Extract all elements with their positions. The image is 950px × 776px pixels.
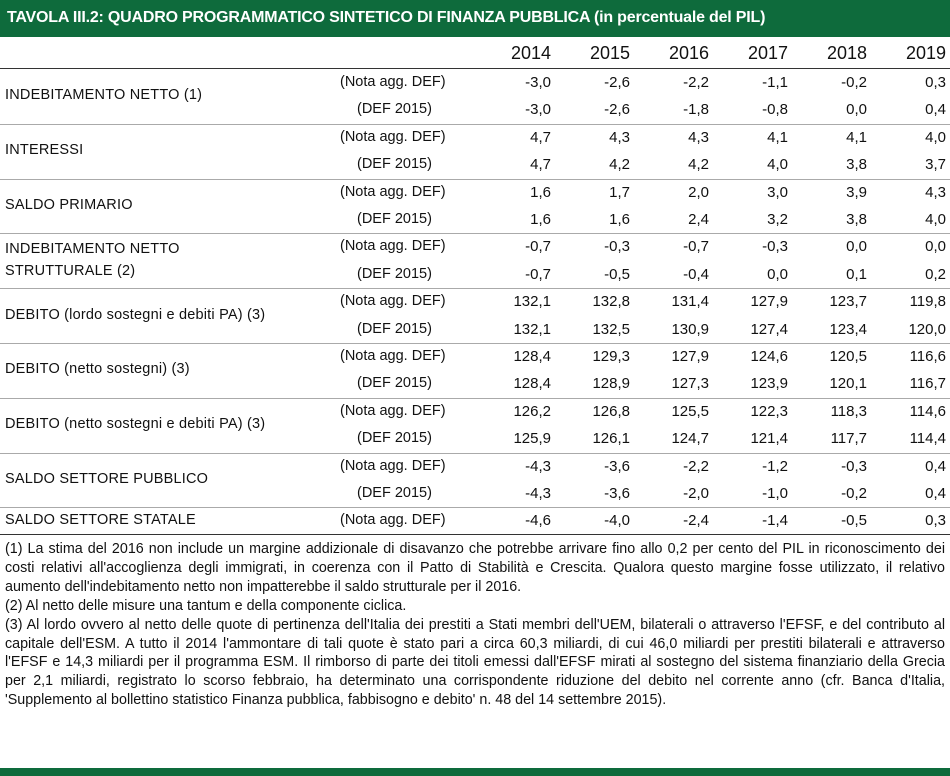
table-cell: -1,4 <box>762 512 788 530</box>
table-cell: -3,6 <box>604 485 630 502</box>
table-cell: 123,4 <box>829 320 867 338</box>
table-cell: -3,6 <box>604 457 630 475</box>
row-group-separator <box>0 398 950 399</box>
table-cell: -2,6 <box>604 74 630 91</box>
row-group-separator <box>0 179 950 180</box>
footnote-1: (1) La stima del 2016 non include un margine addizionale di disavanzo che potrebbe arrivare fino allo 0,2 per cento del PIL in riconoscimento dei costi relativi all'accoglienza degli immigrati, in coerenza con il Patto di Stabilità e Crescita. Qualora questo margine fosse utilizzato, il relativo aumento dell'indebitamento netto non impatterebbe il saldo strutturale per il 2016. <box>5 541 945 595</box>
year-header: 2018 <box>826 43 867 63</box>
table-cell: -4,0 <box>604 512 630 530</box>
table-cell: -3,0 <box>525 74 551 91</box>
footnote-3: (3) Al lordo ovvero al netto delle quote di pertinenza dell'Italia dei prestiti a Stati membri dell'UEM, bilaterali o attraverso l'EFSF, e del contributo al capitale dell'ESM. A tutto il 2014 l'ammontare di tali quote è stato pari a circa 60,3 miliardi, di cui 46,0 miliardi per prestiti bilaterali e attraverso l'EFSF e 14,3 miliardi per il programma ESM. Il rimborso di parte dei titoli emessi dall'EFSF mirati al sostegno del sistema finanziario della Grecia per 2,1 miliardi, registrato lo scorso febbraio, ha determinato una corrispondente riduzione del debito nel corrente anno (cfr. Banca d'Italia, 'Supplemento al bollettino statistico Finanza pubblica, fabbisogno e debito' n. 48 del 14 settembre 2015). <box>5 616 945 709</box>
table-cell: 0,2 <box>925 265 946 283</box>
row-source: (DEF 2015) <box>357 485 432 501</box>
table-cell: 1,6 <box>609 211 630 228</box>
row-label: SALDO SETTORE PUBBLICO <box>5 471 209 487</box>
table-cell: -0,8 <box>762 101 788 119</box>
table-title-bar <box>0 0 950 37</box>
table-cell: -4,6 <box>525 512 551 530</box>
table-cell: 120,1 <box>829 375 867 393</box>
table-cell: 125,9 <box>513 430 551 448</box>
year-header: 2019 <box>905 43 946 63</box>
table-cell: 124,6 <box>750 348 788 365</box>
table-cell: 126,1 <box>592 430 630 448</box>
table-cell: 1,6 <box>530 211 551 228</box>
table-cell: 4,0 <box>925 128 946 146</box>
year-header: 2017 <box>747 43 788 63</box>
row-group-separator <box>0 288 950 289</box>
table-cell: -1,0 <box>762 485 788 502</box>
table-cell: 4,3 <box>688 128 709 146</box>
table-cell: -0,3 <box>762 238 788 256</box>
table-cell: -1,2 <box>762 457 788 475</box>
table-cell: 4,3 <box>609 128 630 146</box>
table-cell: -0,5 <box>604 265 630 283</box>
table-cell: -0,3 <box>604 238 630 256</box>
row-source: (Nota agg. DEF) <box>340 74 446 90</box>
row-label: INDEBITAMENTO NETTO <box>5 241 180 258</box>
table-cell: 130,9 <box>671 320 709 338</box>
table-cell: 132,5 <box>592 320 630 338</box>
row-source: (Nota agg. DEF) <box>340 183 446 200</box>
table-cell: 0,1 <box>846 265 867 283</box>
table-cell: 3,8 <box>846 211 867 228</box>
table-cell: 126,2 <box>513 402 551 420</box>
table-cell: 4,7 <box>530 128 551 146</box>
row-source: (Nota agg. DEF) <box>340 402 446 419</box>
table-cell: -2,2 <box>683 457 709 475</box>
row-source: (DEF 2015) <box>357 430 432 447</box>
header-divider <box>0 68 950 69</box>
year-header-row <box>0 37 950 69</box>
table-cell: 119,8 <box>909 293 946 311</box>
year-header: 2016 <box>668 43 709 63</box>
table-cell: 117,7 <box>830 430 867 448</box>
table-cell: 0,3 <box>925 512 946 530</box>
table-cell: 132,1 <box>513 320 551 338</box>
table-cell: 121,4 <box>750 430 788 448</box>
row-group-separator <box>0 343 950 344</box>
table-cell: 123,9 <box>750 375 788 393</box>
table-cell: 128,4 <box>513 348 551 365</box>
table-cell: -1,1 <box>762 74 788 91</box>
year-header: 2014 <box>510 43 551 63</box>
row-group-separator <box>0 124 950 125</box>
table-bottom-divider <box>0 534 950 535</box>
table-cell: 4,1 <box>846 128 867 146</box>
table-cell: 0,0 <box>767 265 788 283</box>
table-cell: -2,4 <box>683 512 709 530</box>
table-cell: 127,3 <box>671 375 709 393</box>
row-source: (DEF 2015) <box>357 320 432 337</box>
table-cell: 2,0 <box>688 183 709 201</box>
row-source: (DEF 2015) <box>357 156 432 173</box>
table-cell: 0,4 <box>925 457 946 475</box>
table-title: TAVOLA III.2: QUADRO PROGRAMMATICO SINTETICO DI FINANZA PUBBLICA (in percentuale del PIL) <box>7 9 766 26</box>
table-cell: -0,7 <box>525 238 551 256</box>
table-cell: 114,4 <box>909 430 946 448</box>
table-cell: 127,9 <box>671 348 709 365</box>
table-cell: 118,3 <box>830 402 867 420</box>
table-cell: -0,3 <box>841 457 867 475</box>
table-cell: 4,2 <box>688 156 709 174</box>
table-cell: -2,6 <box>604 101 630 119</box>
table-cell: -0,7 <box>683 238 709 256</box>
table-cell: 120,5 <box>829 348 867 365</box>
table-cell: 3,0 <box>767 183 788 201</box>
table-cell: 1,6 <box>530 183 551 201</box>
table-cell: 1,7 <box>609 183 630 201</box>
table-cell: -3,0 <box>525 101 551 119</box>
row-source: (Nota agg. DEF) <box>340 293 446 310</box>
table-cell: 4,3 <box>925 183 946 201</box>
table-cell: 114,6 <box>909 402 946 420</box>
table-cell: 0,4 <box>925 485 946 502</box>
table-cell: -0,4 <box>683 265 709 283</box>
table-cell: 4,2 <box>609 156 630 174</box>
table-cell: 132,8 <box>592 293 630 311</box>
table-cell: 3,9 <box>846 183 867 201</box>
row-group-separator <box>0 507 950 508</box>
table-cell: 120,0 <box>908 320 946 338</box>
table-cell: -0,2 <box>841 485 867 502</box>
row-group-separator <box>0 453 950 454</box>
table-cell: 127,4 <box>750 320 788 338</box>
year-header: 2015 <box>589 43 630 63</box>
table-cell: 116,6 <box>909 348 946 365</box>
table-cell: -0,7 <box>525 265 551 283</box>
row-source: (Nota agg. DEF) <box>340 348 446 364</box>
row-source: (DEF 2015) <box>357 375 432 392</box>
row-label: DEBITO (netto sostegni e debiti PA) (3) <box>5 416 266 433</box>
table-cell: -4,3 <box>525 485 551 502</box>
table-cell: 4,0 <box>925 211 946 228</box>
table-cell: 123,7 <box>829 293 867 311</box>
row-source: (DEF 2015) <box>357 211 432 227</box>
table-cell: 0,0 <box>846 238 867 256</box>
row-label: DEBITO (netto sostegni) (3) <box>5 361 190 378</box>
table-cell: 0,0 <box>925 238 946 256</box>
row-label-line2: STRUTTURALE (2) <box>5 263 136 280</box>
table-cell: 125,5 <box>671 402 709 420</box>
table-cell: 0,0 <box>846 101 867 119</box>
table-cell: 4,1 <box>767 128 788 146</box>
table-cell: 4,0 <box>767 156 788 174</box>
table-cell: 0,4 <box>925 101 946 119</box>
table-cell: 126,8 <box>592 402 630 420</box>
row-label: INTERESSI <box>5 142 84 159</box>
table-cell: -0,2 <box>841 74 867 91</box>
row-source: (DEF 2015) <box>357 101 432 118</box>
row-group-separator <box>0 233 950 234</box>
row-label: SALDO PRIMARIO <box>5 197 133 213</box>
table-cell: 0,3 <box>925 74 946 91</box>
footnote-2: (2) Al netto delle misure una tantum e della componente ciclica. <box>5 597 407 614</box>
footer-bar <box>0 768 950 776</box>
row-source: (Nota agg. DEF) <box>340 128 446 145</box>
table-cell: 132,1 <box>513 293 551 311</box>
row-source: (Nota agg. DEF) <box>340 457 446 474</box>
table-cell: -1,8 <box>683 101 709 119</box>
table-cell: 2,4 <box>688 211 709 228</box>
footnotes <box>5 540 945 710</box>
row-source: (DEF 2015) <box>357 265 432 282</box>
table-cell: -2,0 <box>683 485 709 502</box>
table-cell: 124,7 <box>671 430 709 448</box>
row-label: INDEBITAMENTO NETTO (1) <box>5 87 203 104</box>
table-cell: 131,4 <box>671 293 709 311</box>
table-cell: 128,4 <box>513 375 551 393</box>
table-cell: -2,2 <box>683 74 709 91</box>
row-source: (Nota agg. DEF) <box>340 238 446 255</box>
table-cell: 3,2 <box>767 211 788 228</box>
row-label: SALDO SETTORE STATALE <box>5 512 196 529</box>
table-cell: 3,7 <box>925 156 946 174</box>
table-cell: 127,9 <box>750 293 788 311</box>
table-cell: -0,5 <box>841 512 867 530</box>
table-cell: 122,3 <box>750 402 788 420</box>
table-cell: 4,7 <box>530 156 551 174</box>
table-cell: 128,9 <box>592 375 630 393</box>
table-cell: 129,3 <box>592 348 630 365</box>
row-source: (Nota agg. DEF) <box>340 512 446 529</box>
table-cell: 116,7 <box>909 375 946 393</box>
table-cell: -4,3 <box>525 457 551 475</box>
row-label: DEBITO (lordo sostegni e debiti PA) (3) <box>5 306 266 323</box>
table-cell: 3,8 <box>846 156 867 174</box>
